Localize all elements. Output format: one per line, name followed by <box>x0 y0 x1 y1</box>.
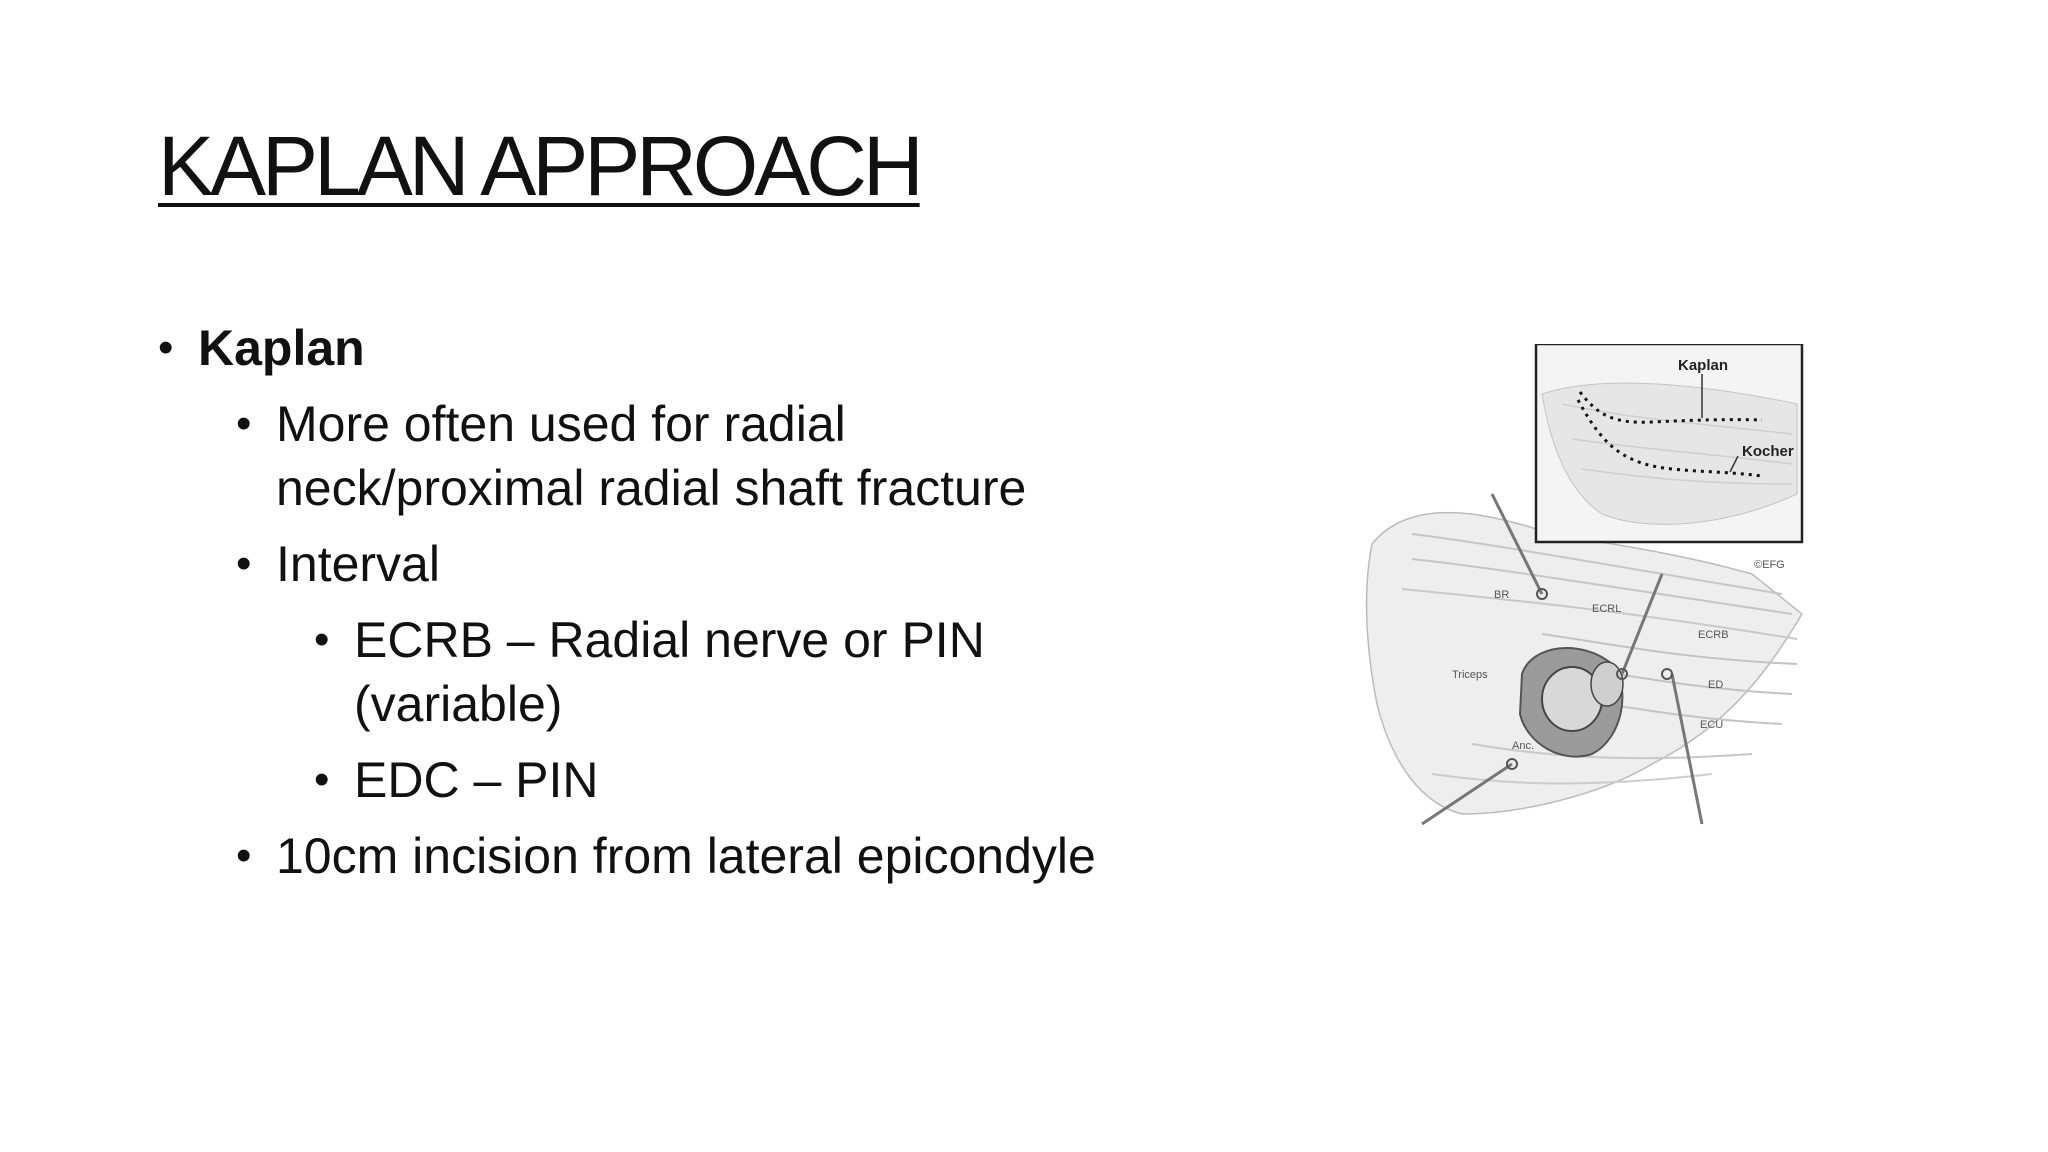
bullet-kaplan <box>158 316 1158 380</box>
bullet-interval-edc-text: EDC – PIN <box>354 752 599 808</box>
figure-copyright: ©EFG <box>1754 559 1785 571</box>
bullet-list <box>158 316 1158 900</box>
bullet-heading: Kaplan <box>198 320 365 376</box>
muscle-label-br: BR <box>1494 589 1510 601</box>
bullet-interval <box>158 532 1158 596</box>
bullet-interval-text: Interval <box>276 536 440 592</box>
bullet-incision <box>158 824 1158 888</box>
muscle-label-ecrl: ECRL <box>1592 603 1622 615</box>
muscle-label-ecrb: ECRB <box>1698 629 1729 641</box>
muscle-label-triceps: Triceps <box>1452 669 1488 681</box>
bullet-interval-ecrb-text: ECRB – Radial nerve or PIN (variable) <box>354 612 985 732</box>
bullet-dot: • <box>158 323 174 372</box>
bullet-use <box>158 392 1158 520</box>
muscle-label-anc: Anc. <box>1512 740 1535 752</box>
slide-title: KAPLAN APPROACH <box>158 119 920 213</box>
bullet-interval-edc <box>158 748 1158 812</box>
bullet-dot: • <box>236 831 252 880</box>
bullet-dot: • <box>236 539 252 588</box>
bullet-dot: • <box>236 399 252 448</box>
bullet-incision-text: 10cm incision from lateral epicondyle <box>276 828 1096 884</box>
anatomy-illustration <box>1352 344 1812 840</box>
muscle-label-ecu: ECU <box>1700 719 1724 731</box>
bullet-interval-ecrb <box>158 608 1158 736</box>
bullet-dot: • <box>314 755 330 804</box>
muscle-label-ed: ED <box>1708 679 1724 691</box>
bullet-use-text: More often used for radial neck/proximal radial shaft fracture <box>276 396 1027 516</box>
bullet-dot: • <box>314 615 330 664</box>
inset-label-kaplan: Kaplan <box>1678 357 1729 374</box>
inset-label-kocher: Kocher <box>1742 443 1794 460</box>
